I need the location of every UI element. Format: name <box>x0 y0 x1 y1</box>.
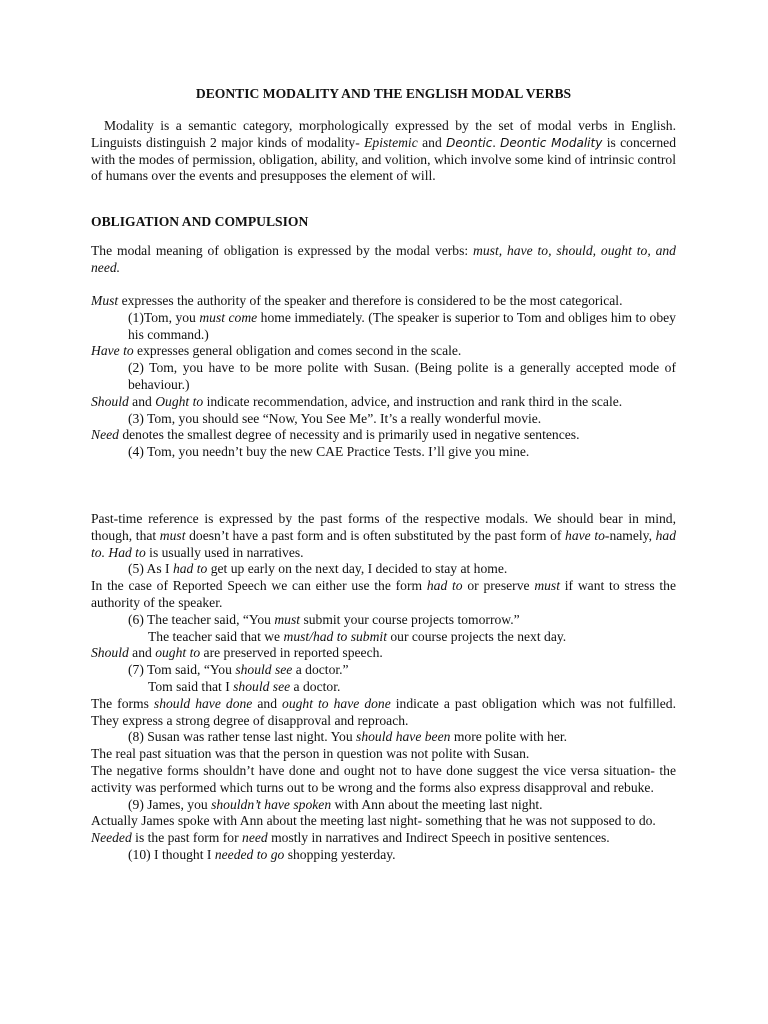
example-5 <box>91 561 676 578</box>
example-10 <box>91 847 676 864</box>
example-text: shopping yesterday. <box>284 846 396 862</box>
examples-block <box>91 293 676 461</box>
example-text: The teacher said that we <box>148 628 284 644</box>
intro-text: Modality is a semantic category, morphologically expressed by the set of modal verbs in English. Linguists distinguish 2 major kinds of modality- <box>91 118 677 150</box>
example-text: with Ann about the meeting last night. <box>331 796 543 812</box>
paragraph-text: and <box>252 695 283 711</box>
intro-text: . <box>492 134 501 150</box>
term-need: need <box>242 830 268 846</box>
intro-text: and <box>417 134 447 150</box>
past-paragraph <box>91 511 676 561</box>
example-3: (3) Tom, you should see “Now, You See Me”. It’s a really wonderful movie. <box>128 410 542 426</box>
paragraph-text: -namely, <box>604 527 656 543</box>
actually-paragraph: Actually James spoke with Ann about the meeting last night- something that he was not supposed to do. <box>91 813 656 829</box>
term-should: Should <box>91 645 129 661</box>
term-must-had-to: must/had to submit <box>283 628 387 644</box>
paragraph-text: is usually used in narratives. <box>145 544 304 560</box>
example-6 <box>91 612 676 629</box>
real-situation-paragraph: The real past situation was that the person in question was not polite with Susan. <box>91 746 530 762</box>
term-have-to: have to <box>565 527 605 543</box>
paragraph-text: indicate a past obligation which was not fulfilled. They express a strong degree of disapproval and reproach. <box>91 695 676 728</box>
have-to-paragraph <box>91 343 676 360</box>
example-1 <box>91 310 676 344</box>
paragraph-text: The forms <box>91 695 154 711</box>
term-had-to: had to <box>426 578 463 594</box>
should-paragraph <box>91 394 676 411</box>
example-text: (9) James, you <box>128 796 212 812</box>
term-must-come: must come <box>199 309 258 325</box>
term-should-see: should see <box>235 662 293 678</box>
example-text: Tom said that I <box>148 678 234 694</box>
term-must: must <box>274 611 301 627</box>
needed-paragraph <box>91 830 676 847</box>
example-text: submit your course projects tomorrow.” <box>300 611 520 627</box>
must-paragraph <box>91 293 676 310</box>
need-paragraph <box>91 427 676 444</box>
negative-forms-paragraph: The negative forms shouldn’t have done and ought not to have done suggest the vice versa situation- the activity was performed which turns out to be wrong and the forms also express disapproval and rebuke. <box>91 762 676 795</box>
paragraph-text: or preserve <box>462 578 535 594</box>
example-7-reported <box>91 679 676 696</box>
paragraph-text: indicate recommendation, advice, and instruction and rank third in the scale. <box>203 393 623 409</box>
example-8 <box>91 729 676 746</box>
term-needed-to-go: needed to go <box>214 846 285 862</box>
modal-verbs-list: must, have to, should, ought to, and need. <box>91 243 676 275</box>
example-4: (4) Tom, you needn’t buy the new CAE Practice Tests. I’ll give you mine. <box>128 444 530 460</box>
term-should: Should <box>91 393 129 409</box>
term-should-have-done: should have done <box>153 695 253 711</box>
paragraph-text: expresses the authority of the speaker and therefore is considered to be the most categorical. <box>118 293 623 308</box>
section-heading: OBLIGATION AND COMPULSION <box>91 214 309 229</box>
example-text: (8) Susan was rather tense last night. You <box>128 729 357 745</box>
paragraph-text: doesn’t have a past form and is often substituted by the past form of <box>185 527 566 543</box>
intro-paragraph <box>91 118 676 185</box>
obligation-paragraph <box>91 243 676 277</box>
term-must: Must <box>91 293 119 308</box>
example-7 <box>91 662 676 679</box>
term-need: Need <box>91 427 119 443</box>
reported-paragraph <box>91 578 676 612</box>
paragraph-text: The modal meaning of obligation is expressed by the modal verbs: <box>91 243 474 258</box>
example-text: a doctor.” <box>292 662 349 678</box>
term-have-to: Have to <box>91 343 134 359</box>
term-should-have-been: should have been <box>356 729 451 745</box>
paragraph-text: and <box>128 393 156 409</box>
paragraph-text: In the case of Reported Speech we can either use the form <box>91 578 427 594</box>
example-text: our course projects the next day. <box>386 628 567 644</box>
intro-text: is concerned with the modes of permission, obligation, ability, and volition, which involve some kind of intrinsic control of humans over the events and presupposes the element of will. <box>91 134 676 184</box>
document-title: DEONTIC MODALITY AND THE ENGLISH MODAL VERBS <box>195 86 572 101</box>
term-had-to: had to. Had to <box>91 527 676 560</box>
paragraph-text: are preserved in reported speech. <box>200 645 383 661</box>
example-text: (6) The teacher said, “You <box>128 611 275 627</box>
example-2: (2) Tom, you have to be more polite with Susan. (Being polite is a generally accepted mode of behaviour.) <box>128 360 676 392</box>
example-text: (5) As I <box>128 561 173 577</box>
term-ought-to-have-done: ought to have done <box>282 695 391 711</box>
term-had-to: had to <box>172 561 208 577</box>
example-text: home immediately. (The speaker is superior to Tom and obliges him to obey his command.) <box>128 309 676 342</box>
term-epistemic: Epistemic <box>364 134 418 150</box>
example-9 <box>91 797 676 814</box>
paragraph-text: mostly in narratives and Indirect Speech in positive sentences. <box>267 830 610 846</box>
paragraph-text: is the past form for <box>131 830 243 846</box>
forms-paragraph <box>91 696 676 730</box>
term-shouldnt-have-spoken: shouldn’t have spoken <box>211 796 332 812</box>
term-deontic: Deontic <box>446 135 493 150</box>
past-reference-block <box>91 511 676 864</box>
term-must: must <box>534 578 560 594</box>
term-ought-to: ought to <box>155 645 201 661</box>
term-must: must <box>159 527 186 543</box>
example-text: more polite with her. <box>450 729 568 745</box>
example-text: get up early on the next day, I decided to stay at home. <box>207 561 508 577</box>
paragraph-text: if want to stress the authority of the speaker. <box>91 578 676 610</box>
paragraph-text: denotes the smallest degree of necessity and is primarily used in negative sentences. <box>118 427 580 443</box>
should-ought-paragraph <box>91 645 676 662</box>
example-6-reported <box>91 629 676 646</box>
term-deontic-modality: Deontic Modality <box>500 135 603 150</box>
paragraph-text: and <box>128 645 156 661</box>
term-should-see: should see <box>233 678 291 694</box>
example-text: (7) Tom said, “You <box>128 662 236 678</box>
paragraph-text: expresses general obligation and comes second in the scale. <box>133 343 462 359</box>
paragraph-text: Past-time reference is expressed by the past forms of the respective modals. We should bear in mind, though, that <box>91 511 676 543</box>
example-text: (10) I thought I <box>128 846 215 862</box>
term-ought-to: Ought to <box>155 393 204 409</box>
term-needed: Needed <box>91 830 132 846</box>
example-text: a doctor. <box>290 678 341 694</box>
example-text: (1)Tom, you <box>128 309 200 325</box>
